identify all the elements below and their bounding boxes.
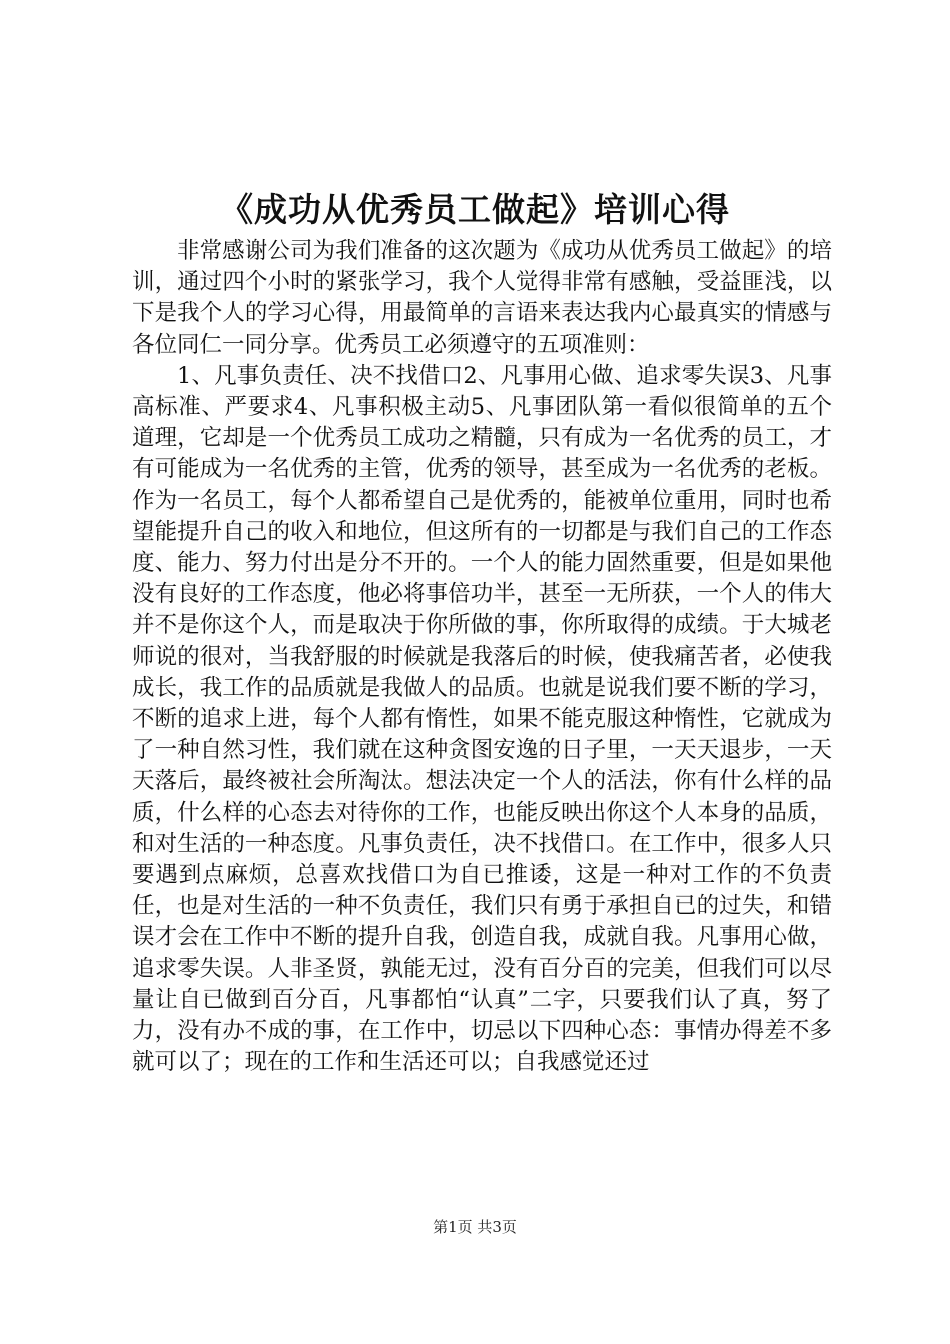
document-body: [132, 236, 832, 1078]
page-number-footer: 第1页 共3页: [433, 1218, 517, 1236]
paragraph-main: 1、凡事负责任、决不找借口2、凡事用心做、追求零失误3、凡事高标准、严要求4、凡事积极主动5、凡事团队第一看似很简单的五个道理，它却是一个优秀员工成功之精髓，只有成为一名优秀的员工，才有可能成为一名优秀的主管，优秀的领导，甚至成为一名优秀的老板。作为一名员工，每个人都希望自己是优秀的，能被单位重用，同时也希望能提升自己的收入和地位，但这所有的一切都是与我们自己的工作态度、能力、努力付出是分不开的。一个人的能力固然重要，但是如果他没有良好的工作态度，他必将事倍功半，甚至一无所获，一个人的伟大并不是你这个人，而是取决于你所做的事，你所取得的成绩。于大城老师说的很对，当我舒服的时候就是我落后的时候，使我痛苦者，必使我成长，我工作的品质就是我做人的品质。也就是说我们要不断的学习，不断的追求上进，每个人都有惰性，如果不能克服这种惰性，它就成为了一种自然习性，我们就在这种贪图安逸的日子里，一天天退步，一天天落后，最终被社会所淘汰。想法决定一个人的活法，你有什么样的品质，什么样的心态去对待你的工作，也能反映出你这个人本身的品质，和对生活的一种态度。凡事负责任，决不找借口。在工作中，很多人只要遇到点麻烦，总喜欢找借口为自已推诿，这是一种对工作的不负责任，也是对生活的一种不负责任，我们只有勇于承担自已的过失，和错误才会在工作中不断的提升自我，创造自我，成就自我。凡事用心做，追求零失误。人非圣贤，孰能无过，没有百分百的完美，但我们可以尽量让自已做到百分百，凡事都怕“认真”二字，只要我们认了真，努了力，没有办不成的事，在工作中，切忌以下四种心态：事情办得差不多就可以了；现在的工作和生活还可以；自我感觉还过: [132, 362, 832, 1076]
paragraph-intro: 非常感谢公司为我们准备的这次题为《成功从优秀员工做起》的培训，通过四个小时的紧张学习，我个人觉得非常有感触，受益匪浅，以下是我个人的学习心得，用最简单的言语来表达我内心最真实的情感与各位同仁一同分享。优秀员工必须遵守的五项准则：: [132, 238, 832, 358]
document-title: 《成功从优秀员工做起》培训心得: [220, 190, 730, 229]
